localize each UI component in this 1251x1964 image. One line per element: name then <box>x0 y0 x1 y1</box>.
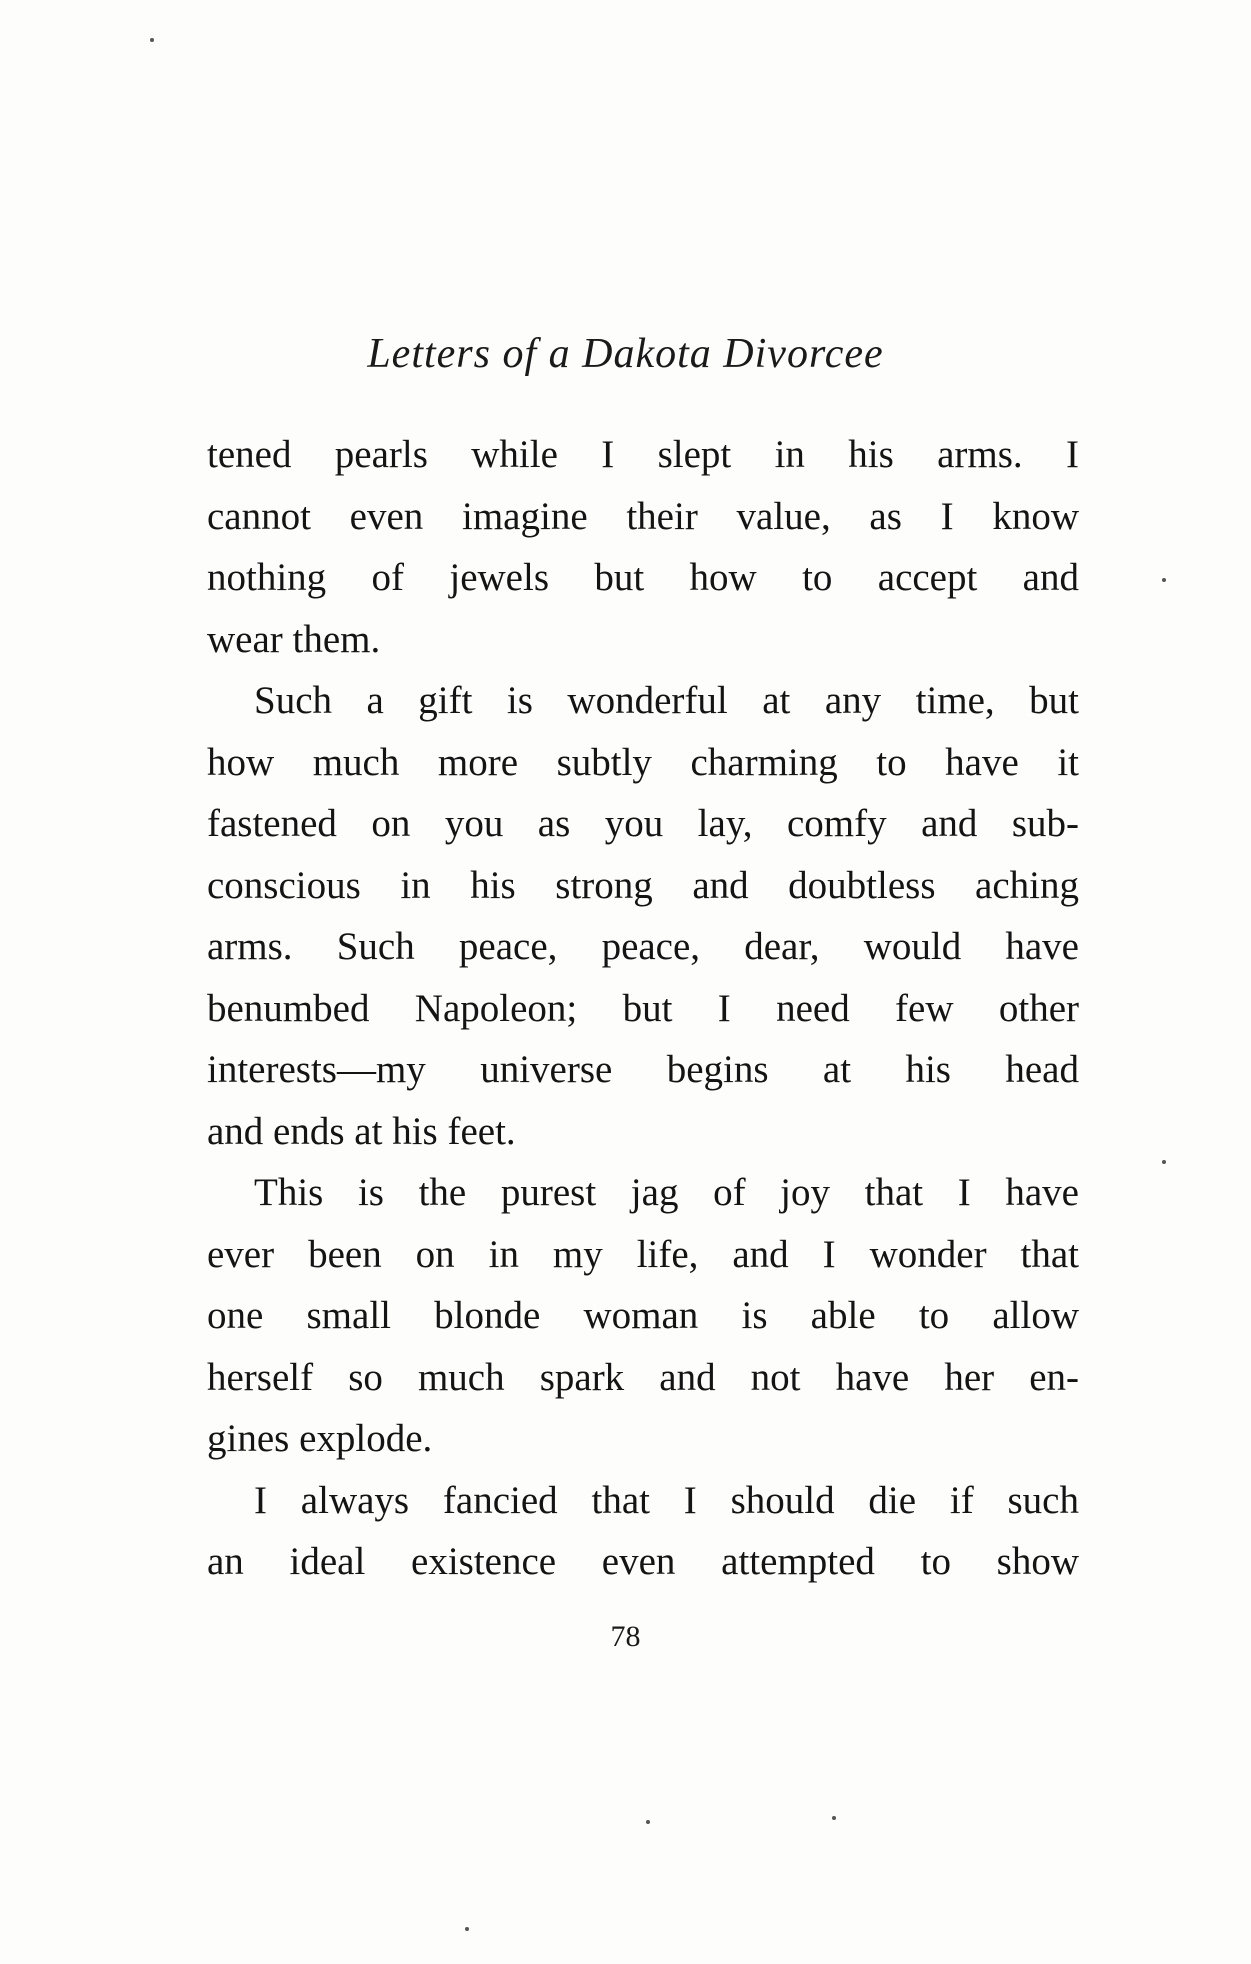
body-text <box>207 424 1079 1593</box>
text-line: This is the purest jag of joy that I have <box>254 1171 1079 1214</box>
text-line: conscious in his strong and doubtless aching <box>207 863 1079 907</box>
text-line: I always fancied that I should die if such <box>254 1478 1079 1522</box>
text-line: tened pearls while I slept in his arms. I <box>207 433 1079 476</box>
text-line: how much more subtly charming to have it <box>207 740 1079 784</box>
text-line: arms. Such peace, peace, dear, would have <box>207 925 1079 968</box>
text-line: nothing of jewels but how to accept and <box>207 556 1079 599</box>
text-line: Such a gift is wonderful at any time, but <box>254 679 1079 722</box>
text-line: wear them. <box>207 617 381 661</box>
text-line: fastened on you as you lay, comfy and sub- <box>207 802 1079 845</box>
scan-speck <box>832 1816 836 1820</box>
running-head: Letters of a Dakota Divorcee <box>367 331 884 377</box>
text-line: ever been on in my life, and I wonder that <box>207 1232 1079 1276</box>
scan-speck <box>1162 578 1166 582</box>
text-line: gines explode. <box>207 1417 433 1460</box>
text-line: an ideal existence even attempted to show <box>207 1540 1079 1583</box>
scan-speck <box>465 1927 469 1931</box>
text-line: interests—my universe begins at his head <box>207 1048 1079 1091</box>
text-line: benumbed Napoleon; but I need few other <box>207 986 1079 1030</box>
text-line: herself so much spark and not have her en- <box>207 1355 1079 1399</box>
page-number: 78 <box>610 1620 641 1653</box>
text-line: one small blonde woman is able to allow <box>207 1294 1079 1337</box>
scan-speck <box>150 38 154 42</box>
text-line: and ends at his feet. <box>207 1109 516 1153</box>
scan-speck <box>646 1820 650 1824</box>
scan-speck <box>1162 1160 1166 1164</box>
text-line: cannot even imagine their value, as I know <box>207 494 1079 538</box>
